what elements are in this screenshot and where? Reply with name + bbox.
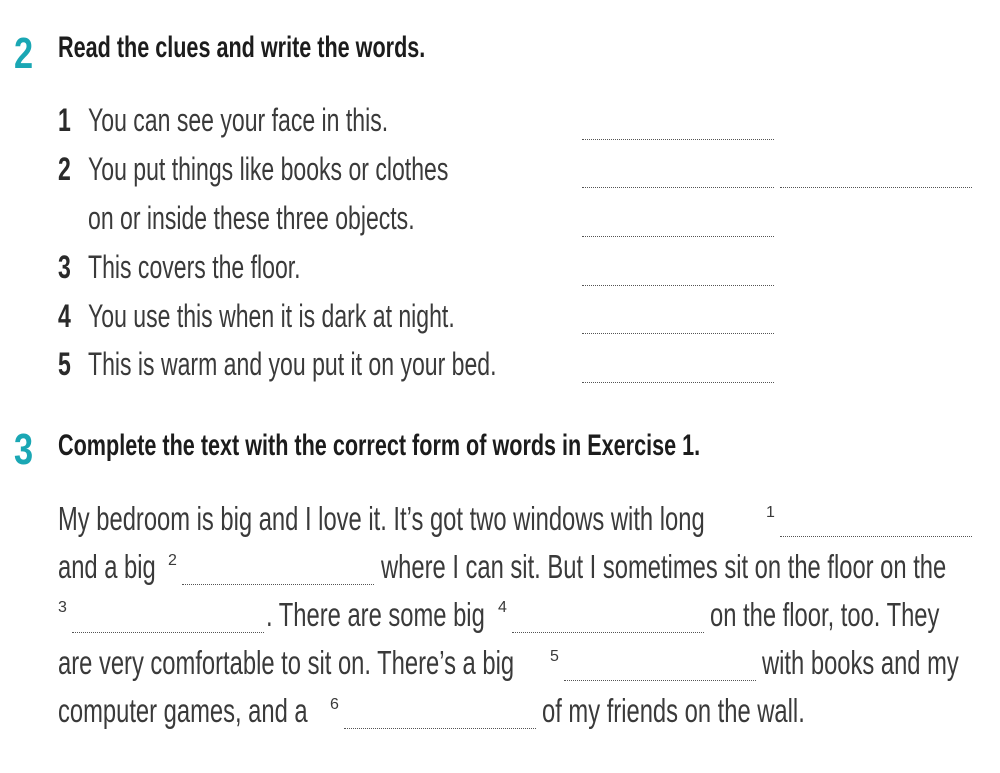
answer-field-5[interactable] — [582, 382, 774, 383]
answer-field-3[interactable] — [582, 285, 774, 286]
paragraph-line-3-rest — [710, 593, 1000, 637]
gap-field-3[interactable] — [72, 632, 264, 633]
paragraph-text: and a big — [58, 548, 156, 585]
clue-text: This covers the floor. — [88, 249, 301, 285]
paragraph-text: are very comfortable to sit on. There’s a big — [58, 644, 515, 681]
paragraph-line-2-rest — [381, 545, 1000, 589]
gap-field-5[interactable] — [564, 680, 756, 681]
gap-number-1: 1 — [766, 504, 775, 521]
gap-field-6[interactable] — [344, 728, 536, 729]
gap-field-1[interactable] — [780, 536, 972, 537]
exercise-3-number: 3 — [14, 425, 33, 474]
clue-text: on or inside these three objects. — [88, 200, 415, 236]
clue-number: 3 — [58, 249, 71, 285]
paragraph-line-1 — [58, 497, 956, 541]
paragraph-text: on the floor, too. They — [710, 596, 940, 633]
exercise-2-instruction: Read the clues and write the words. — [58, 31, 426, 64]
clue-text: This is warm and you put it on your bed. — [88, 346, 497, 382]
gap-field-2[interactable] — [182, 584, 374, 585]
answer-field-4[interactable] — [582, 333, 774, 334]
paragraph-line-5 — [58, 689, 405, 733]
paragraph-text: . There are some big — [266, 596, 485, 633]
gap-number-4: 4 — [498, 599, 507, 616]
gap-number-6: 6 — [330, 696, 339, 713]
answer-field-1[interactable] — [582, 139, 774, 140]
paragraph-line-3 — [266, 593, 570, 637]
exercise-2-number: 2 — [14, 29, 33, 78]
clue-number: 5 — [58, 346, 71, 382]
clue-text: You can see your face in this. — [88, 102, 389, 138]
paragraph-line-4 — [58, 641, 691, 685]
answer-field-2a[interactable] — [582, 187, 774, 188]
paragraph-text: of my friends on the wall. — [542, 692, 805, 729]
gap-number-2: 2 — [168, 552, 177, 569]
clue-text: You use this when it is dark at night. — [88, 298, 455, 334]
gap-field-4[interactable] — [512, 632, 704, 633]
answer-field-2c[interactable] — [582, 236, 774, 237]
clue-number: 2 — [58, 151, 71, 187]
paragraph-text: where I can sit. But I sometimes sit on the floor on the — [381, 548, 947, 585]
paragraph-text: My bedroom is big and I love it. It’s got two windows with long — [58, 500, 705, 537]
gap-number-3: 3 — [58, 599, 67, 616]
clue-number: 4 — [58, 298, 71, 334]
paragraph-text: computer games, and a — [58, 692, 308, 729]
paragraph-line-5-rest — [542, 689, 907, 733]
clue-number: 1 — [58, 102, 71, 138]
answer-field-2b[interactable] — [780, 187, 972, 188]
paragraph-text: with books and my — [762, 644, 959, 681]
exercise-3-instruction: Complete the text with the correct form of words in Exercise 1. — [58, 429, 701, 462]
gap-number-5: 5 — [550, 648, 559, 665]
clue-text: You put things like books or clothes — [88, 151, 449, 187]
paragraph-line-4-rest — [762, 641, 1000, 685]
